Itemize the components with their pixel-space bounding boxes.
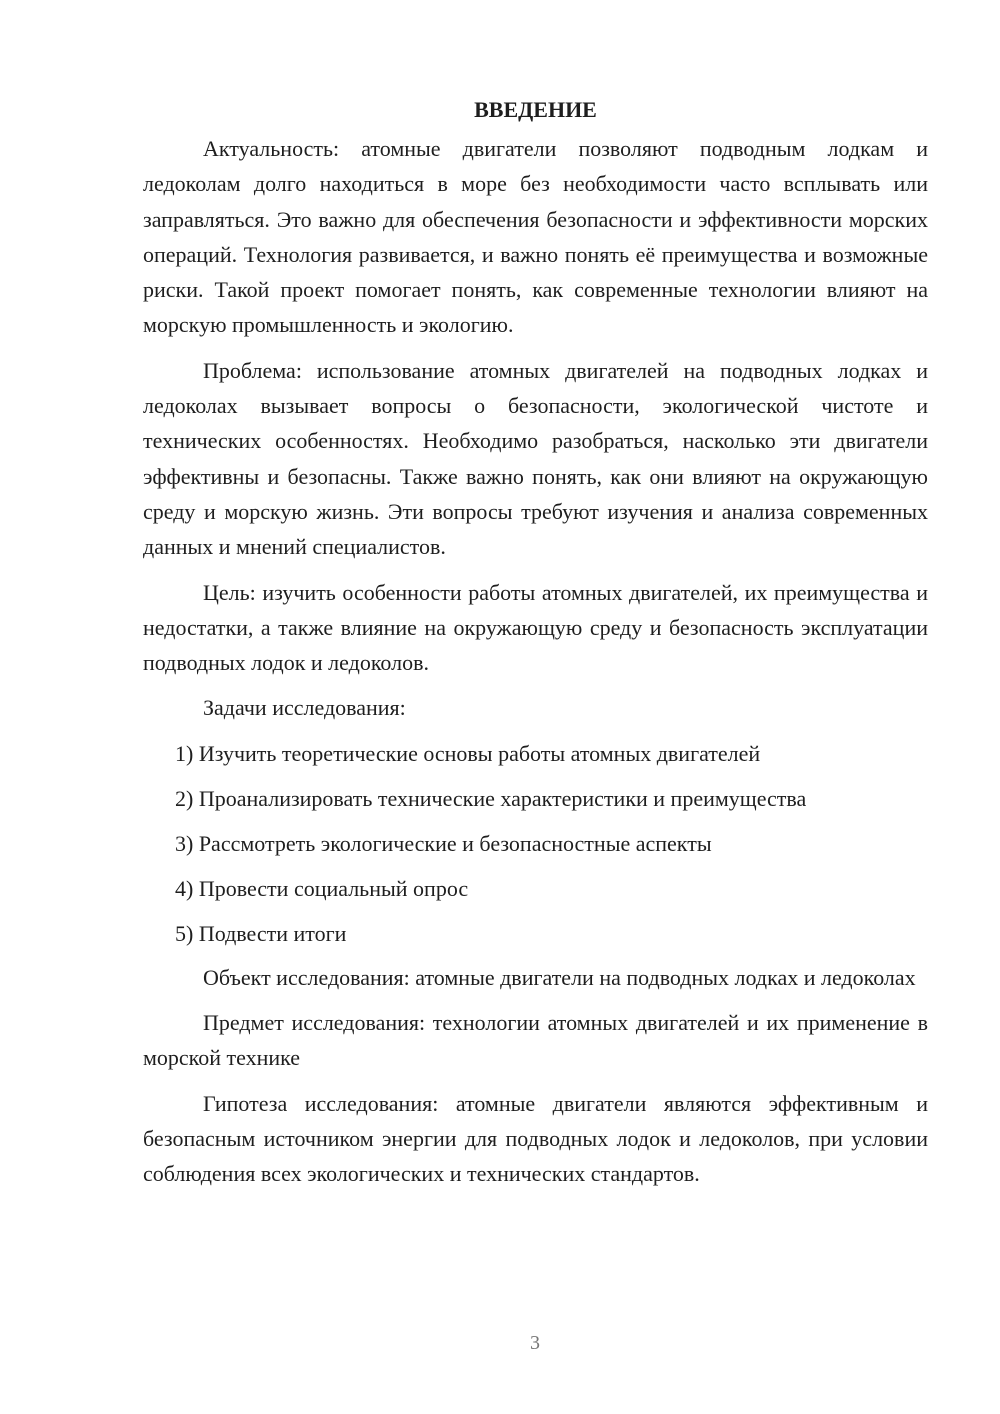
subject-paragraph: Предмет исследования: технологии атомных двигателей и их применение в морской технике bbox=[143, 1010, 928, 1071]
goal-paragraph: Цель: изучить особенности работы атомных двигателей, их преимущества и недостатки, а также влияние на окружающую среду и безопасность эксплуатации подводных лодок и ледоколов. bbox=[143, 579, 928, 676]
list-item: 2) Проанализировать технические характеристики и преимущества bbox=[175, 785, 807, 811]
object-paragraph: Объект исследования: атомные двигатели на подводных лодках и ледоколах bbox=[203, 964, 916, 990]
relevance-paragraph: Актуальность: атомные двигатели позволяют подводным лодкам и ледоколам долго находиться в море без необходимости часто всплывать или заправляться. Это важно для обеспечения безопасности и эффективности морских операций. Технология развивается, и важно понять её преимущества и возможные риски. Такой проект помогает понять, как современные технологии влияют на морскую промышленность и экологию. bbox=[143, 136, 928, 338]
hypothesis-paragraph: Гипотеза исследования: атомные двигатели являются эффективным и безопасным источником энергии для подводных лодок и ледоколов, при условии соблюдения всех экологических и технических стандартов. bbox=[143, 1090, 928, 1187]
list-item: 5) Подвести итоги bbox=[175, 920, 347, 946]
document-page bbox=[143, 95, 928, 1192]
tasks-list bbox=[143, 736, 928, 951]
list-item: 3) Рассмотреть экологические и безопасностные аспекты bbox=[175, 830, 712, 856]
list-item: 1) Изучить теоретические основы работы атомных двигателей bbox=[175, 740, 761, 766]
problem-paragraph: Проблема: использование атомных двигателей на подводных лодках и ледоколах вызывает вопросы о безопасности, экологической чистоте и технических особенностях. Необходимо разобраться, насколько эти двигатели эффективны и безопасны. Также важно понять, как они влияют на окружающую среду и морскую жизнь. Эти вопросы требуют изучения и анализа современных данных и мнений специалистов. bbox=[143, 357, 928, 560]
page-number: 3 bbox=[530, 1332, 540, 1354]
page-title: ВВЕДЕНИЕ bbox=[474, 97, 597, 122]
tasks-heading: Задачи исследования: bbox=[203, 695, 406, 721]
list-item: 4) Провести социальный опрос bbox=[175, 875, 469, 901]
